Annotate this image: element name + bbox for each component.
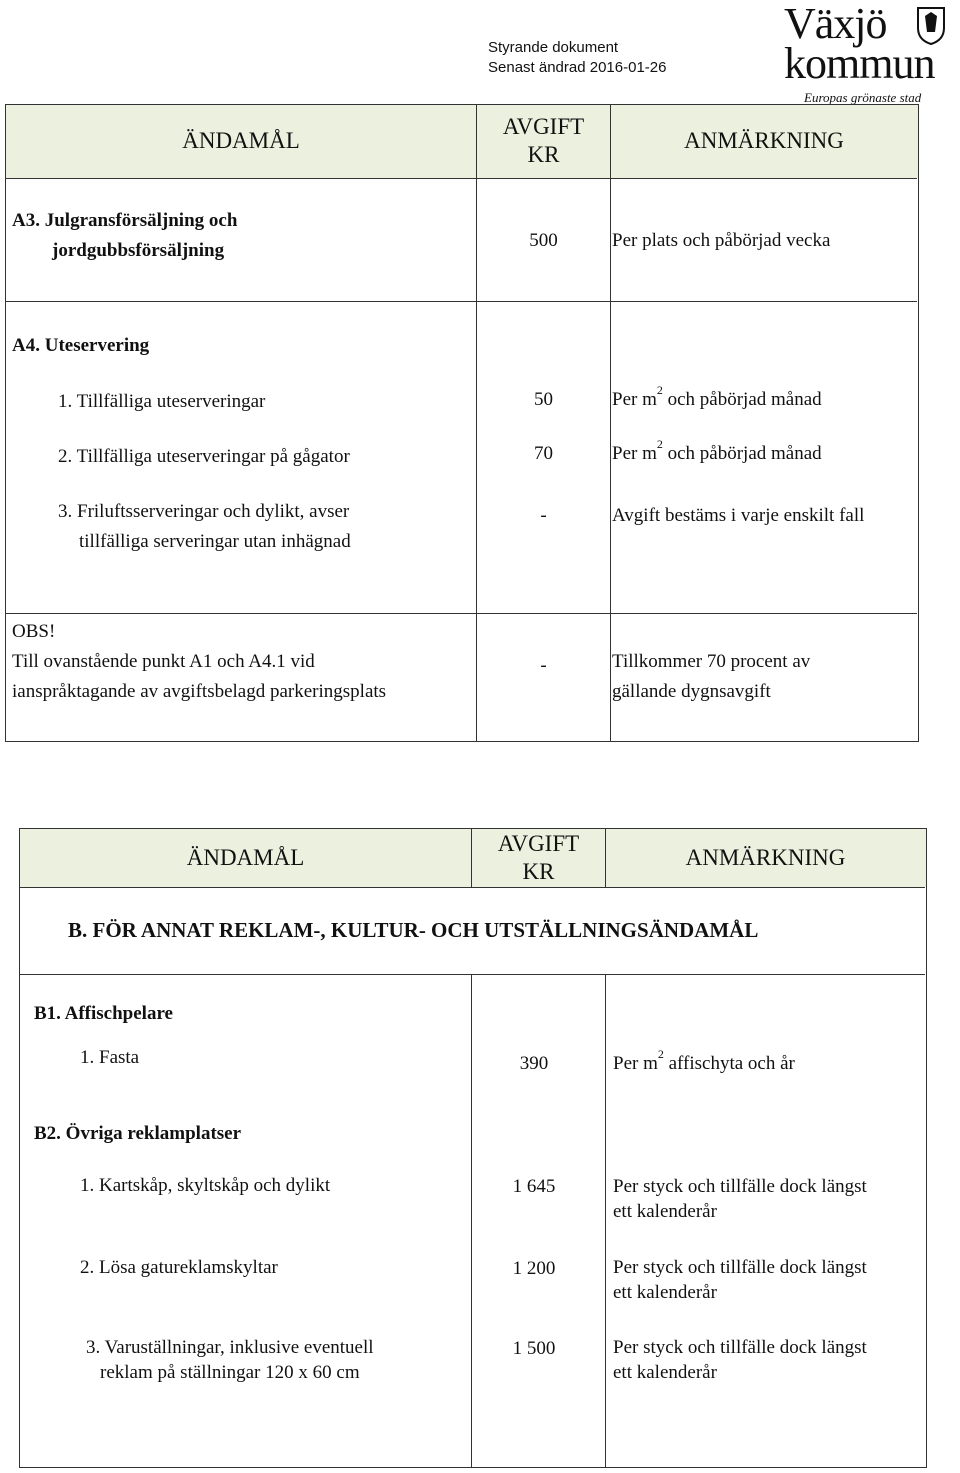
header-purpose: ÄNDAMÅL — [182, 128, 300, 153]
column-divider — [605, 974, 606, 1467]
a4-item-1-label: 1. Tillfälliga uteserveringar — [58, 391, 266, 412]
a4-item-3-label-line1: 3. Friluftsserveringar och dylikt, avser — [58, 501, 350, 522]
b2-item-3-label-line2: reklam på ställningar 120 x 60 cm — [100, 1362, 360, 1383]
b1-item-1-fee: 390 — [519, 1053, 549, 1074]
row-divider — [6, 178, 917, 179]
b2-item-2-fee: 1 200 — [512, 1258, 556, 1279]
document-type: Styrande dokument — [488, 39, 619, 56]
fee-table-a — [5, 104, 919, 742]
row-divider — [20, 974, 925, 975]
b2-item-1-remark-line1: Per styck och tillfälle dock längst — [613, 1176, 867, 1197]
a3-remark: Per plats och påbörjad vecka — [612, 230, 831, 251]
coat-of-arms-icon — [916, 6, 946, 46]
document-info — [488, 38, 666, 78]
a4-item-2-label: 2. Tillfälliga uteserveringar på gågator — [58, 446, 350, 467]
vaxjo-kommun-logo — [782, 2, 960, 106]
a4-item-1-remark: Per $m^2$ och påbörjad månad — [612, 382, 822, 410]
fee-table-b — [19, 828, 927, 1468]
header-remark: ANMÄRKNING — [684, 128, 844, 153]
a4-item-3-fee: - — [540, 505, 547, 526]
obs-label: OBS! — [12, 621, 56, 642]
obs-text-line2: ianspråktagande av avgiftsbelagd parkeringsplats — [12, 681, 387, 702]
header-fee: AVGIFT KR — [502, 114, 585, 167]
b2-item-1-remark-line2: ett kalenderår — [613, 1201, 717, 1222]
b2-item-2-remark-line1: Per styck och tillfälle dock längst — [613, 1257, 867, 1278]
a3-title-line2: jordgubbsförsäljning — [52, 240, 225, 261]
b2-item-2-remark-line2: ett kalenderår — [613, 1282, 717, 1303]
a3-title-line1: A3. Julgransförsäljning och — [12, 210, 238, 231]
logo-text-kommun: kommun — [784, 39, 935, 88]
obs-fee: - — [540, 655, 547, 676]
b1-item-1-remark: Per $m^2$ affischyta och år — [613, 1046, 795, 1074]
b1-item-1-label: 1. Fasta — [80, 1047, 140, 1068]
b2-item-2-label: 2. Lösa gatureklamskyltar — [80, 1257, 278, 1278]
row-divider — [6, 613, 917, 614]
logo-text-vaxjo: Växjö — [784, 0, 887, 48]
header-purpose: ÄNDAMÅL — [186, 845, 305, 870]
obs-remark-line1: Tillkommer 70 procent av — [612, 651, 811, 672]
a4-item-1-fee: 50 — [534, 389, 553, 410]
b2-item-3-remark-line1: Per styck och tillfälle dock längst — [613, 1337, 867, 1358]
a4-item-2-fee: 70 — [534, 443, 553, 464]
a4-item-3-label-line2: tillfälliga serveringar utan inhägnad — [79, 531, 351, 552]
obs-remark-line2: gällande dygnsavgift — [612, 681, 771, 702]
logo-slogan: Europas grönaste stad — [804, 90, 922, 105]
b1-title: B1. Affischpelare — [34, 1003, 173, 1024]
b2-item-3-fee: 1 500 — [512, 1338, 556, 1359]
a3-fee: 500 — [529, 230, 558, 251]
b2-title: B2. Övriga reklamplatser — [34, 1123, 242, 1144]
a4-item-2-remark: Per $m^2$ och påbörjad månad — [612, 436, 822, 464]
b2-item-3-remark-line2: ett kalenderår — [613, 1362, 717, 1383]
a4-title: A4. Uteservering — [12, 335, 150, 356]
b2-item-1-fee: 1 645 — [512, 1176, 556, 1197]
column-divider — [471, 974, 472, 1467]
section-b-title: B. FÖR ANNAT REKLAM-, KULTUR- OCH UTSTÄLLNINGSÄNDAMÅL — [68, 918, 759, 942]
a4-item-3-remark: Avgift bestäms i varje enskilt fall — [612, 505, 865, 526]
b2-item-3-label-line1: 3. Varuställningar, inklusive eventuell — [86, 1337, 374, 1358]
b2-item-1-label: 1. Kartskåp, skyltskåp och dylikt — [80, 1175, 331, 1196]
column-divider — [476, 105, 477, 741]
column-divider — [610, 105, 611, 741]
header-fee: AVGIFT KR — [497, 831, 580, 884]
row-divider — [6, 301, 917, 302]
obs-text-line1: Till ovanstående punkt A1 och A4.1 vid — [12, 651, 315, 672]
header-remark: ANMÄRKNING — [685, 845, 846, 870]
row-divider — [20, 887, 925, 888]
last-changed-date: Senast ändrad 2016-01-26 — [488, 59, 667, 76]
